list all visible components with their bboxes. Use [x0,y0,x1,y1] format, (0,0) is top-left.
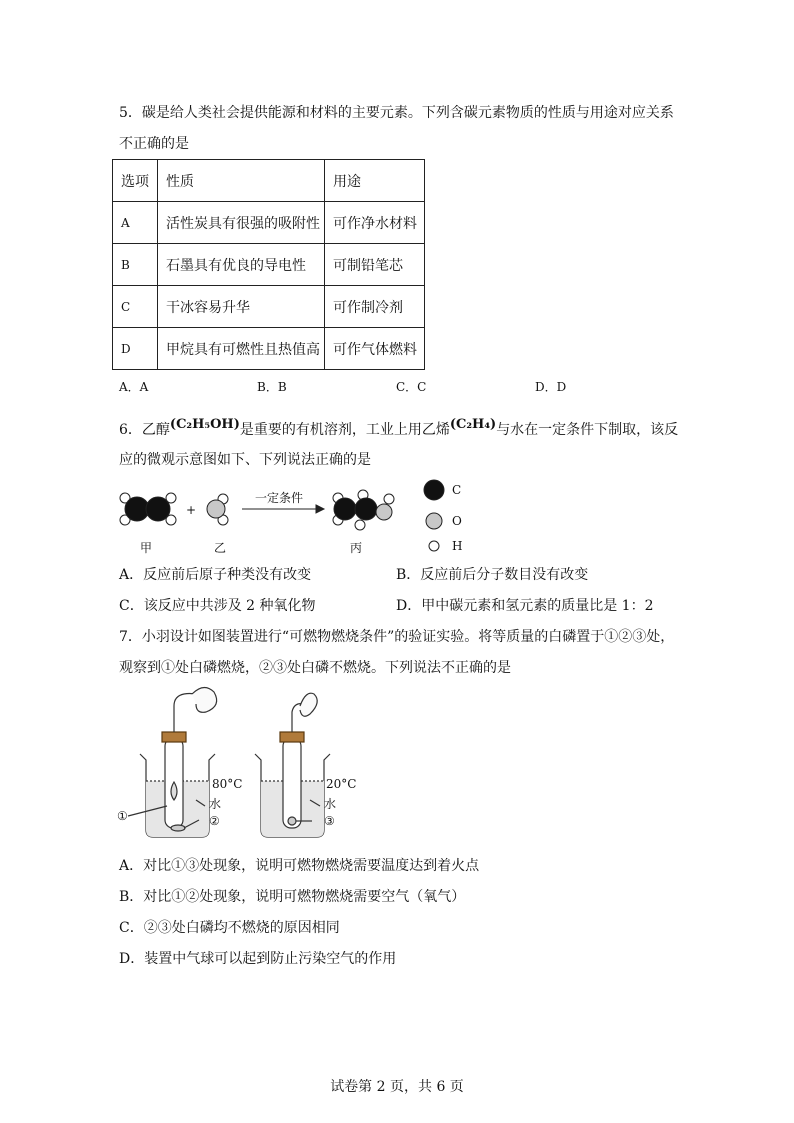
q7-option-a: A．对比①③处现象，说明可燃物燃烧需要温度达到着火点 [119,858,480,874]
left-temperature: 80°C [212,777,243,791]
table-cell: 可作净水材料 [325,202,425,244]
mark-3: ③ [324,814,335,828]
q5-stem-line2: 不正确的是 [119,136,189,152]
right-temperature: 20°C [326,777,357,791]
page-footer: 试卷第 2 页，共 6 页 [330,1079,464,1095]
table-cell: 石墨具有优良的导电性 [158,244,325,286]
q6-option-a: A．反应前后原子种类没有改变 [119,567,312,583]
ethylene-formula: (C₂H₄) [449,417,497,432]
q6-stem-part-b: 是重要的有机溶剂，工业上用乙烯 [239,422,450,438]
mark-2: ② [209,814,220,828]
label-bing: 丙 [350,541,363,555]
label-jia: 甲 [140,541,153,555]
legend-c-atom [424,480,444,500]
arrow-head [316,505,324,513]
table-row [113,328,425,370]
c-atom [146,497,170,521]
plus-sign: + [186,503,197,517]
c-atom [355,498,377,520]
o-atom [376,504,392,520]
legend-h-atom [429,541,439,551]
reaction-condition: 一定条件 [255,491,304,505]
q7-option-c: C．②③处白磷均不燃烧的原因相同 [119,920,340,936]
q6-option-d: D．甲中碳元素和氢元素的质量比是 1：2 [396,598,654,614]
phosphorus-3 [288,817,296,825]
legend-label-c: C [452,483,462,497]
legend-o-atom [426,513,442,529]
left-balloon [192,687,217,712]
q6-stem-line1 [119,417,679,441]
q7-option-d: D．装置中气球可以起到防止污染空气的作用 [119,951,397,967]
q5-option-c: C．C [396,380,427,394]
q5-option-d: D．D [535,380,567,394]
mark-1: ① [117,809,128,823]
o-atom [207,500,225,518]
table-row [113,244,425,286]
left-stopper [162,732,186,742]
q6-option-c: C．该反应中共涉及 2 种氧化物 [119,598,316,614]
legend-label-o: O [452,514,462,528]
table-cell: 可作气体燃料 [325,328,425,370]
q7-option-b: B．对比①②处现象，说明可燃物燃烧需要空气（氧气） [119,889,466,905]
right-test-tube [283,738,301,828]
h-atom [355,520,365,530]
q6-stem-part-a: 6．乙醇 [119,422,170,438]
table-header-row [113,160,425,202]
q5-option-a: A．A [119,380,149,394]
table-cell: 可作制冷剂 [325,286,425,328]
q6-option-b: B．反应前后分子数目没有改变 [396,567,589,583]
table-cell: B [113,244,158,286]
left-water-label: 水 [209,797,222,811]
reaction-diagram [0,470,794,560]
table-header-cell: 性质 [158,160,325,202]
right-balloon [300,693,317,716]
table-cell: 干冰容易升华 [158,286,325,328]
q6-stem-line2: 应的微观示意图如下、下列说法正确的是 [119,452,371,468]
label-yi: 乙 [214,541,227,555]
table-header-cell: 选项 [113,160,158,202]
table-cell: A [113,202,158,244]
right-water-label: 水 [324,797,337,811]
c-atom [125,497,149,521]
combustion-apparatus [0,688,794,848]
table-row [113,202,425,244]
table-cell: 甲烷具有可燃性且热值高 [158,328,325,370]
right-stopper [280,732,304,742]
q5-table [112,159,425,370]
table-cell: 活性炭具有很强的吸附性 [158,202,325,244]
q5-stem-line1: 5．碳是给人类社会提供能源和材料的主要元素。下列含碳元素物质的性质与用途对应关系 [119,105,674,121]
c-atom [334,498,356,520]
q5-option-b: B．B [257,380,287,394]
table-header-cell: 用途 [325,160,425,202]
table-cell: 可制铅笔芯 [325,244,425,286]
h-atom [384,494,394,504]
table-row [113,286,425,328]
ethanol-formula: (C₂H₅OH) [169,417,240,432]
table-cell: C [113,286,158,328]
phosphorus-2 [171,825,185,831]
table-cell: D [113,328,158,370]
q7-stem-line2: 观察到①处白磷燃烧，②③处白磷不燃烧。下列说法不正确的是 [119,660,511,676]
q7-stem-line1: 7．小羽设计如图装置进行“可燃物燃烧条件”的验证实验。将等质量的白磷置于①②③处， [119,629,675,645]
q6-stem-part-c: 与水在一定条件下制取，该反 [496,422,679,438]
legend-label-h: H [452,539,463,553]
